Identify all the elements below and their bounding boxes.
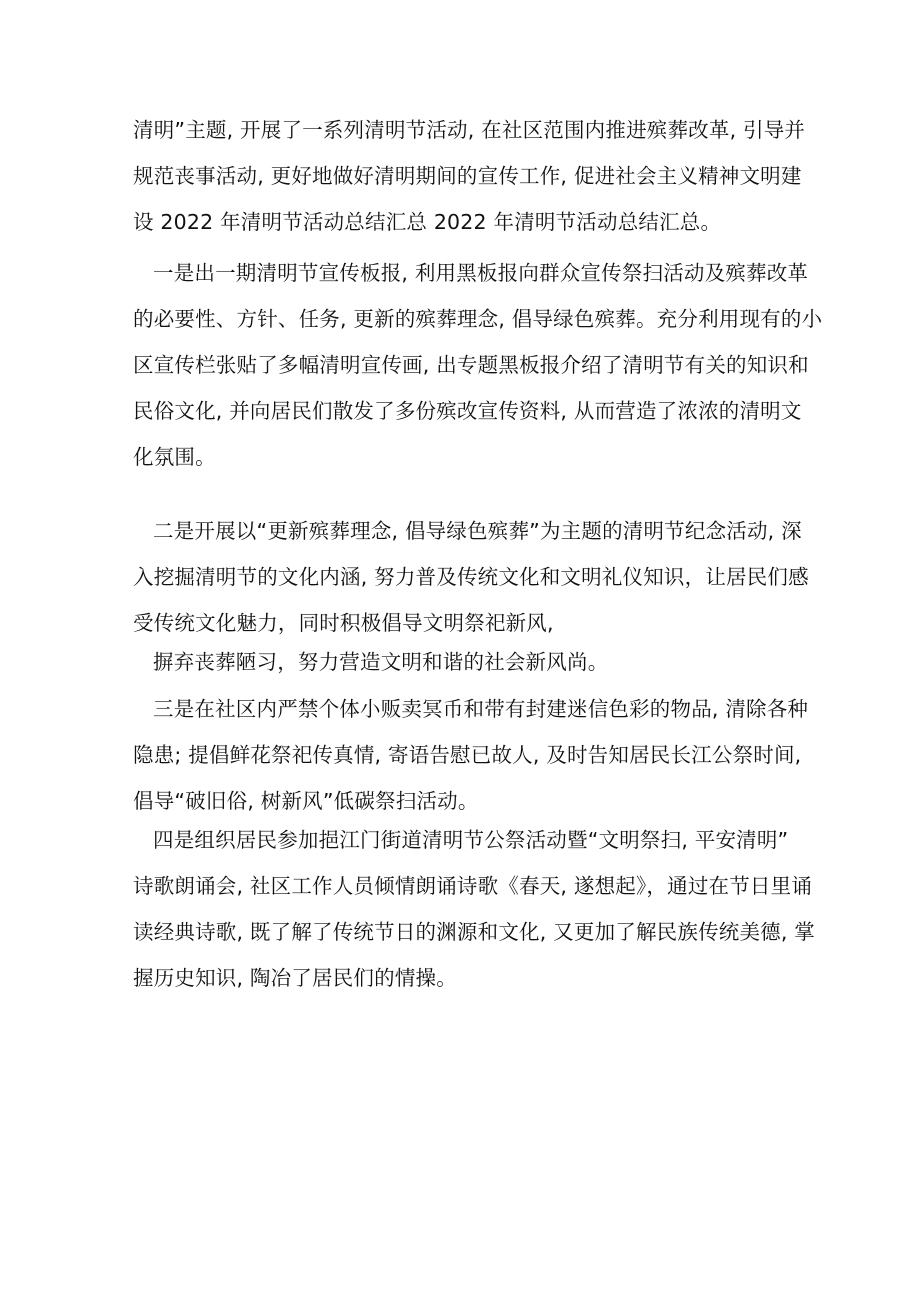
text-line: 受传统文化魅力，同时积极倡导文明祭祀新风, [133, 611, 554, 635]
text-line: 区宣传栏张贴了多幅清明宣传画, 出专题黑板报介绍了清明节有关的知识和 [133, 353, 809, 377]
paragraph-item-two [133, 508, 809, 646]
text-line: 握历史知识, 陶冶了居民们的情操。 [133, 966, 457, 990]
text-line: 规范丧事活动, 更好地做好清明期间的宣传工作, 促进社会主义精神文明建 [133, 164, 802, 188]
text-line: 摒弃丧葬陋习，努力营造文明和谐的社会新风尚。 [153, 650, 609, 674]
paragraph-item-one [133, 250, 822, 480]
text-line: 入挖掘清明节的文化内涵, 努力普及传统文化和文明礼仪知识，让居民们感 [133, 565, 809, 589]
text-line: 的必要性、方针、任务, 更新的殡葬理念, 倡导绿色殡葬。充分利用现有的小 [133, 307, 823, 331]
text-line: 民俗文化, 并向居民们散发了多份殡改宣传资料, 从而营造了浓浓的清明文 [133, 399, 802, 423]
text-line: 读经典诗歌, 既了解了传统节日的渊源和文化, 又更加了解民族传统美德, 掌 [133, 920, 815, 944]
text-line: 三是在社区内严禁个体小贩卖冥币和带有封建迷信色彩的物品, 清除各种 [153, 697, 809, 721]
paragraph-item-three [133, 686, 808, 824]
text-line: 清明”主题, 开展了一系列清明节活动, 在社区范围内推进殡葬改革, 引导并 [133, 118, 806, 142]
paragraph-item-two-cont [133, 639, 608, 685]
text-line: 化氛围。 [133, 445, 216, 469]
text-line: 四是组织居民参加挹江门街道清明节公祭活动暨“文明祭扫, 平安清明” [153, 828, 789, 852]
text-line: 一是出一期清明节宣传板报, 利用黑板报向群众宣传祭扫活动及殡葬改革 [153, 261, 809, 285]
paragraph-intro [133, 107, 805, 245]
text-line: 隐患; 提倡鲜花祭祀传真情, 寄语告慰已故人, 及时告知居民长江公祭时间, [133, 743, 802, 767]
paragraph-item-four [133, 817, 815, 1001]
text-line: 二是开展以“更新殡葬理念, 倡导绿色殡葬”为主题的清明节纪念活动, 深 [153, 519, 802, 543]
text-line: 倡导“破旧俗, 树新风”低碳祭扫活动。 [133, 789, 479, 813]
text-line: 设 2022 年清明节活动总结汇总 2022 年清明节活动总结汇总。 [133, 210, 722, 234]
text-line: 诗歌朗诵会, 社区工作人员倾情朗诵诗歌《春天, 遂想起》，通过在节日里诵 [133, 874, 813, 898]
